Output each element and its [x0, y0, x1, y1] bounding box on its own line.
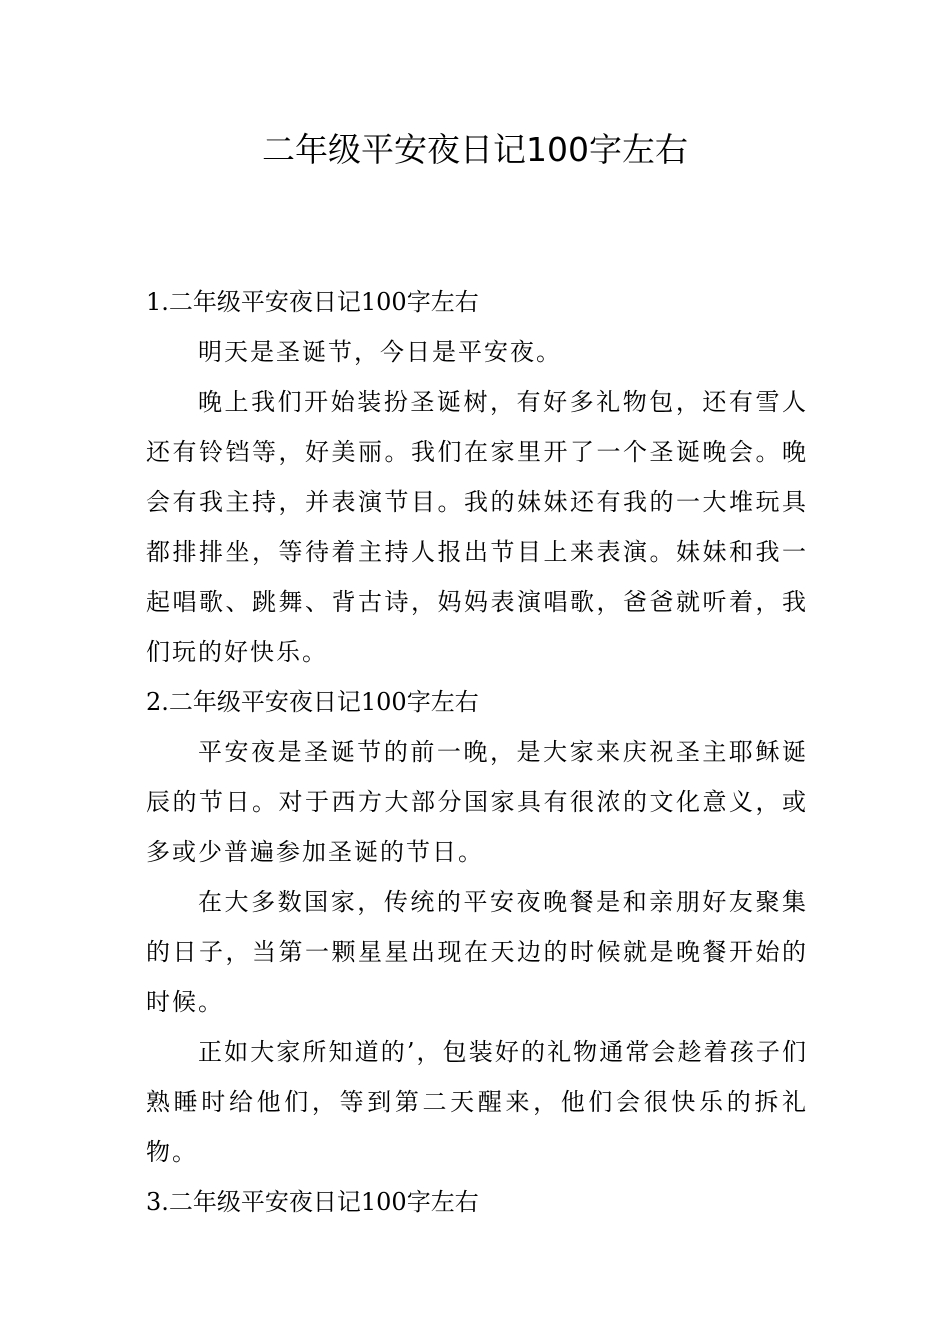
section-3	[146, 1177, 808, 1227]
paragraph: 平安夜是圣诞节的前一晚，是大家来庆祝圣主耶稣诞辰的节日。对于西方大部分国家具有很浓的文化意义，或多或少普遍参加圣诞的节日。	[146, 738, 808, 866]
paragraph: 明天是圣诞节，今日是平安夜。	[198, 338, 562, 366]
paragraph: 晚上我们开始装扮圣诞树，有好多礼物包，还有雪人还有铃铛等，好美丽。我们在家里开了一个圣诞晚会。晚会有我主持，并表演节目。我的妹妹还有我的一大堆玩具都排排坐，等待着主持人报出节目上来表演。妹妹和我一起唱歌、跳舞、背古诗，妈妈表演唱歌，爸爸就听着，我们玩的好快乐。	[146, 388, 808, 666]
section-heading: 3.二年级平安夜日记100字左右	[146, 1188, 479, 1216]
paragraph: 在大多数国家，传统的平安夜晚餐是和亲朋好友聚集的日子，当第一颗星星出现在天边的时候就是晚餐开始的时候。	[146, 888, 808, 1016]
section-1	[146, 277, 808, 677]
section-2	[146, 677, 808, 1177]
section-heading: 1.二年级平安夜日记100字左右	[146, 288, 479, 316]
section-heading: 2.二年级平安夜日记100字左右	[146, 688, 479, 716]
document-title: 二年级平安夜日记100字左右	[262, 130, 688, 169]
document-body	[146, 277, 808, 1227]
paragraph: 正如大家所知道的’，包装好的礼物通常会趁着孩子们熟睡时给他们，等到第二天醒来，他们会很快乐的拆礼物。	[146, 1038, 808, 1166]
